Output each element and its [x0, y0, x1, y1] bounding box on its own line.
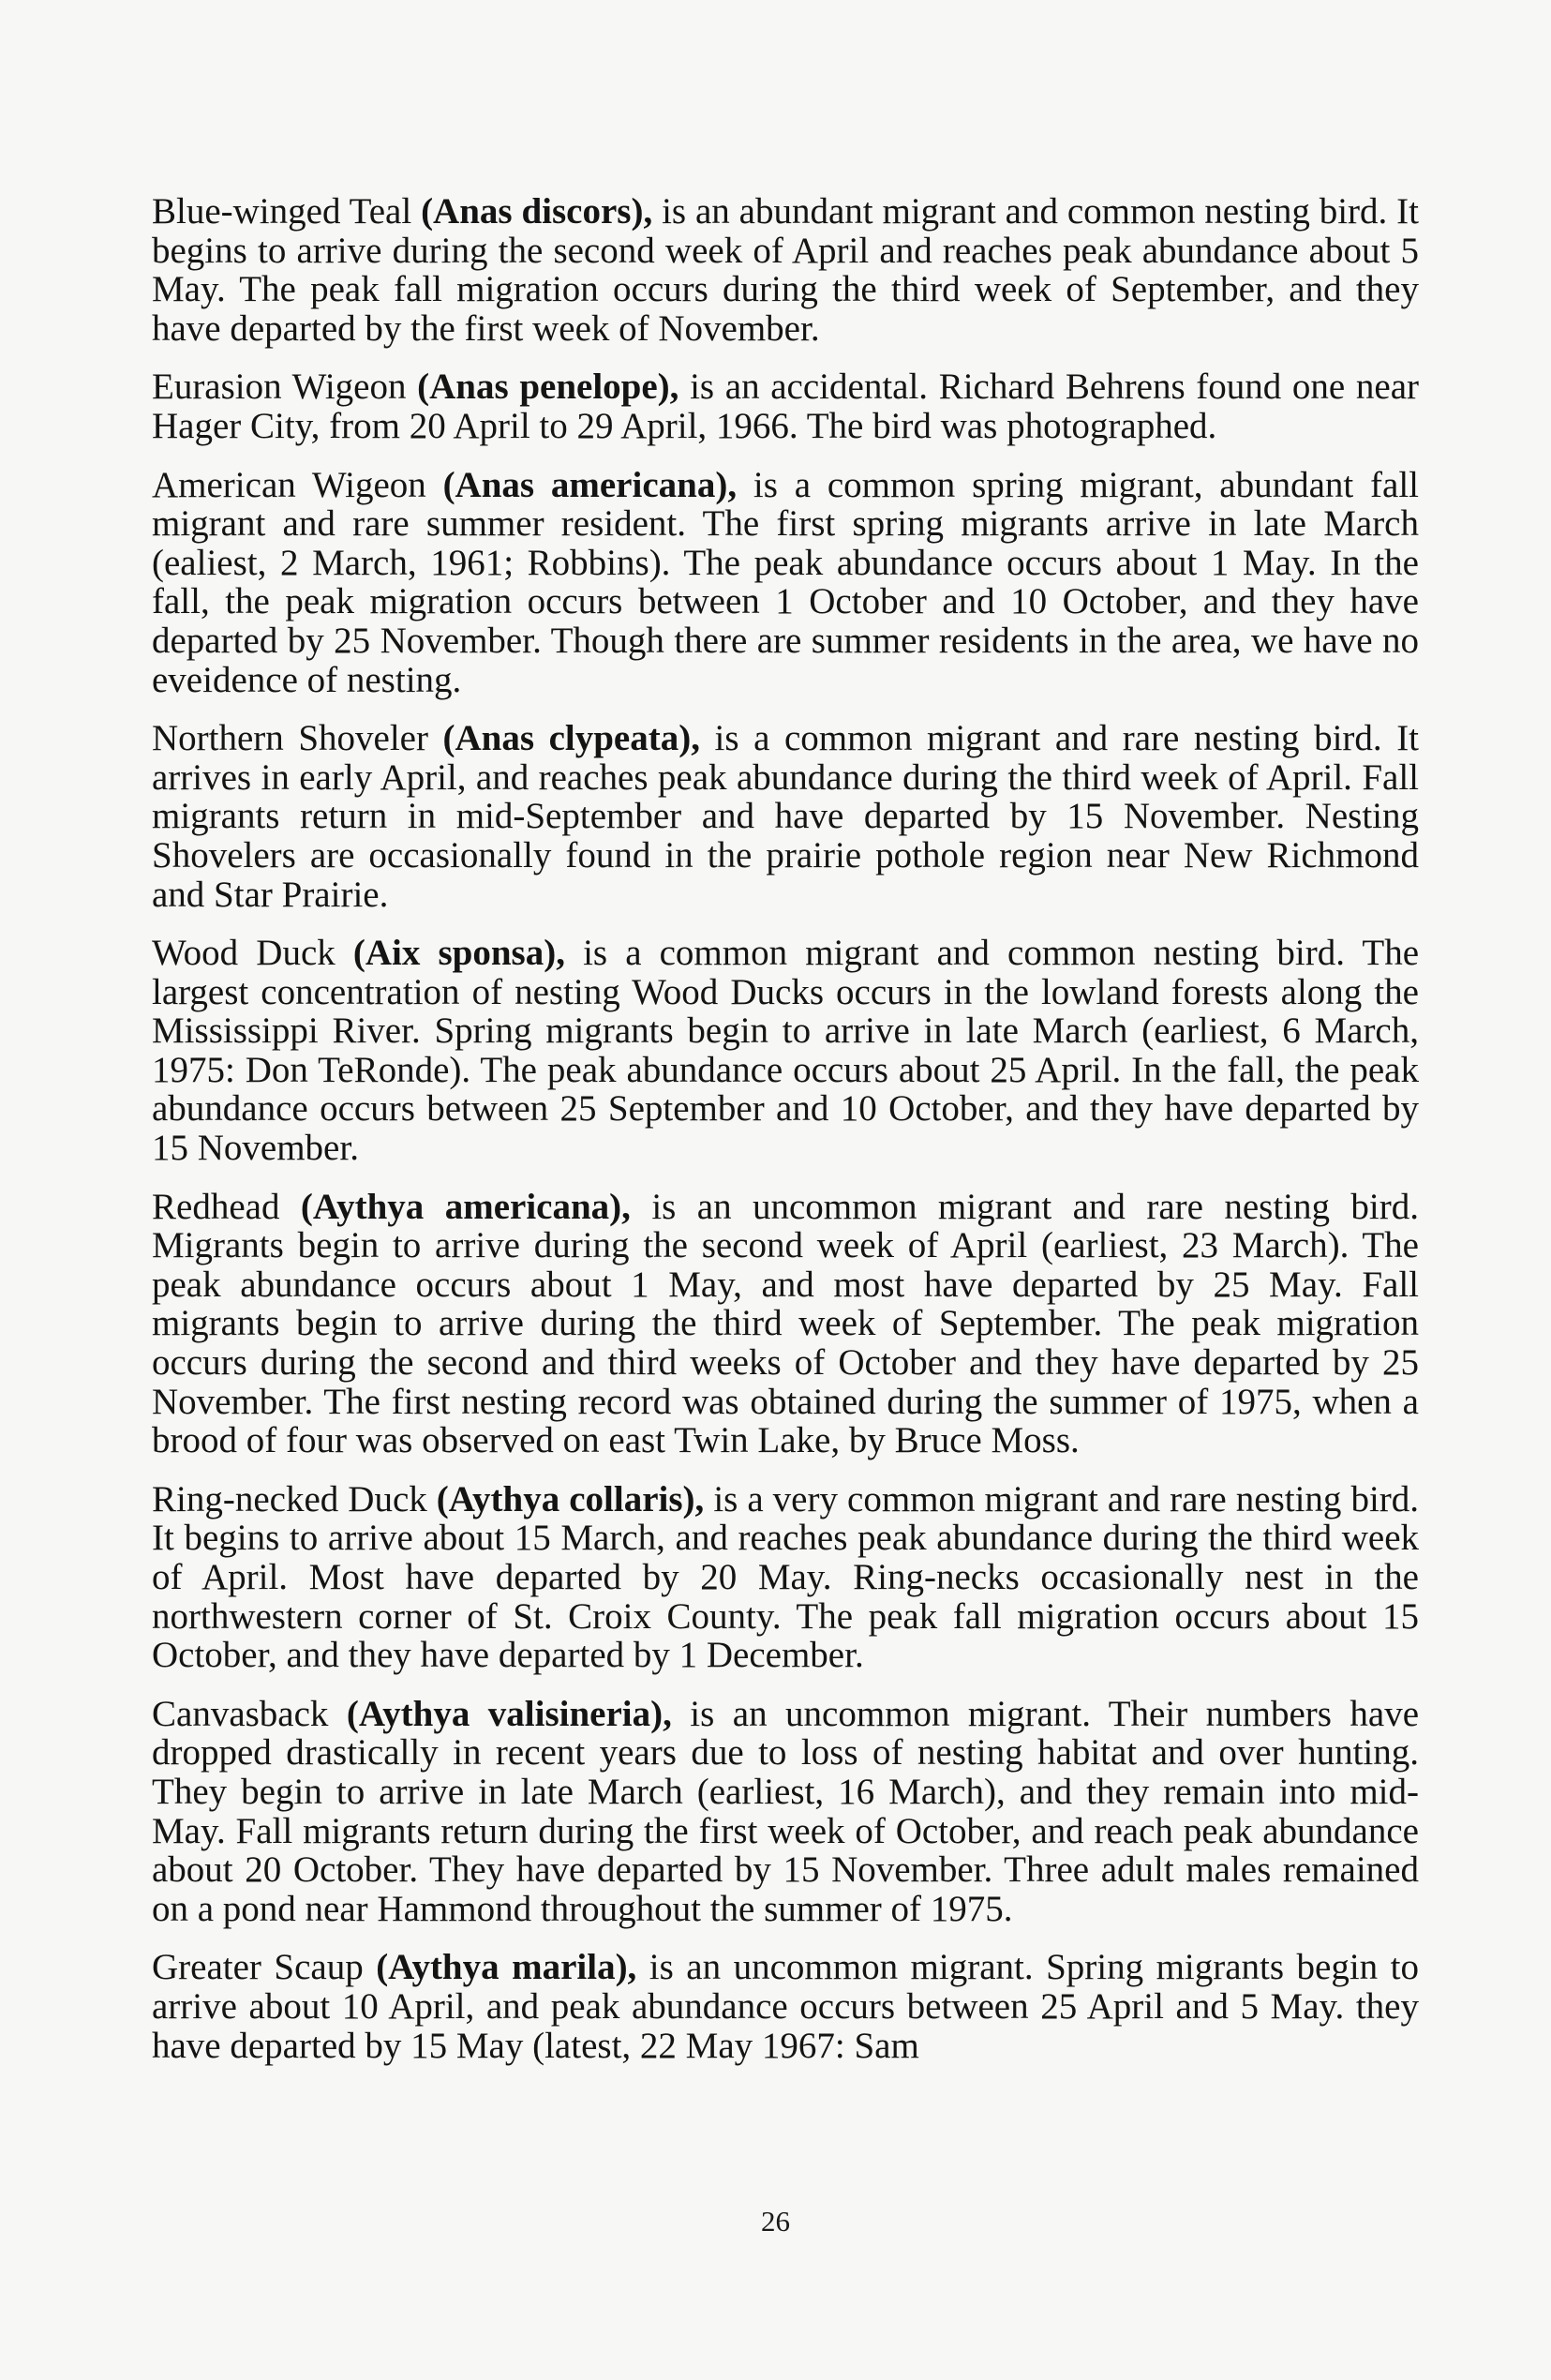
entry-text: is a common spring migrant, abundant fall migrant and rare summer resident. The first spring migrants arrive in late March (ealiest, 2 March, 1961; Robbins). The peak abundance occurs about 1 May. In the fall, the peak migration occurs between 1 October and 10 October, and they have departed by 25 November. Though there are summer residents in the area, we have no eveidence of nesting.	[152, 464, 1420, 700]
entry-canvasback	[152, 1695, 1419, 1929]
entry-northern-shoveler	[152, 719, 1419, 914]
scientific-name: (Aythya collaris),	[436, 1478, 705, 1519]
entry-text: is a common migrant and rare nesting bird. It arrives in early April, and reaches peak abundance during the third week of April. Fall migrants return in mid-September and have departed by 15 November. Nesting Shovelers are occasionally found in the prairie pothole region near New Richmond and Star Prairie.	[152, 718, 1420, 915]
scientific-name: (Anas clypeata),	[442, 718, 700, 759]
entry-greater-scaup	[152, 1948, 1419, 2065]
scientific-name: (Anas americana),	[442, 464, 738, 505]
entry-text: is an abundant migrant and common nesting bird. It begins to arrive during the second week of April and reaches peak abundance about 5 May. The peak fall migration occurs during the third week of September, and they have departed by the first week of November.	[152, 191, 1419, 349]
common-name: American Wigeon	[152, 464, 426, 505]
entry-american-wigeon	[152, 466, 1419, 700]
scientific-name: (Anas discors),	[421, 191, 653, 232]
entry-text: is a common migrant and common nesting bird. The largest concentration of nesting Wood Ducks occurs in the lowland forests along the Mississippi River. Spring migrants begin to arrive in late March (earliest, 6 March, 1975: Don TeRonde). The peak abundance occurs about 25 April. In the fall, the peak abundance occurs between 25 September and 10 October, and they have departed by 15 November.	[152, 933, 1420, 1169]
entry-text: is an uncommon migrant. Their numbers have dropped drastically in recent years due to loss of nesting habitat and over hunting. They begin to arrive in late March (earliest, 16 March), and they remain into mid-May. Fall migrants return during the first week of October, and reach peak abundance about 20 October. They have departed by 15 November. Three adult males remained on a pond near Hammond throughout the summer of 1975.	[152, 1693, 1420, 1929]
common-name: Ring-necked Duck	[152, 1478, 427, 1519]
entry-text: is an uncommon migrant and rare nesting bird. Migrants begin to arrive during the second week of April (earliest, 23 March). The peak abundance occurs about 1 May, and most have departed by 25 May. Fall migrants begin to arrive during the third week of September. The peak migration occurs during the second and third weeks of October and they have departed by 25 November. The first nesting record was obtained during the summer of 1975, when a brood of four was observed on east Twin Lake, by Bruce Moss.	[152, 1186, 1420, 1461]
common-name: Greater Scaup	[152, 1947, 364, 1988]
entry-eurasion-wigeon	[152, 367, 1419, 445]
scientific-name: (Anas penelope),	[417, 367, 679, 408]
common-name: Wood Duck	[152, 933, 336, 974]
entry-text: is a very common migrant and rare nesting bird. It begins to arrive about 15 March, and reaches peak abundance during the third week of April. Most have departed by 20 May. Ring-necks occasionally nest in the northwestern corner of St. Croix County. The peak fall migration occurs about 15 October, and they have departed by 1 December.	[152, 1478, 1420, 1676]
common-name: Eurasion Wigeon	[152, 367, 407, 408]
document-body	[152, 192, 1419, 2085]
scientific-name: (Aythya marila),	[376, 1947, 637, 1988]
common-name: Redhead	[152, 1186, 280, 1227]
scientific-name: (Aix sponsa),	[352, 933, 565, 974]
common-name: Canvasback	[152, 1693, 329, 1734]
entry-text: is an accidental. Richard Behrens found one near Hager City, from 20 April to 29 April, 1966. The bird was photographed.	[152, 367, 1420, 446]
common-name: Northern Shoveler	[152, 718, 428, 759]
entry-ring-necked-duck	[152, 1480, 1419, 1675]
page-number: 26	[761, 2205, 790, 2238]
entry-blue-winged-teal	[152, 192, 1419, 348]
entry-text: is an uncommon migrant. Spring migrants begin to arrive about 10 April, and peak abundance occurs between 25 April and 5 May. they have departed by 15 May (latest, 22 May 1967: Sam	[152, 1947, 1419, 2066]
common-name: Blue-winged Teal	[152, 191, 412, 232]
entry-redhead	[152, 1188, 1419, 1460]
scientific-name: (Aythya americana),	[300, 1186, 631, 1227]
scientific-name: (Aythya valisineria),	[346, 1693, 672, 1734]
entry-wood-duck	[152, 934, 1419, 1168]
